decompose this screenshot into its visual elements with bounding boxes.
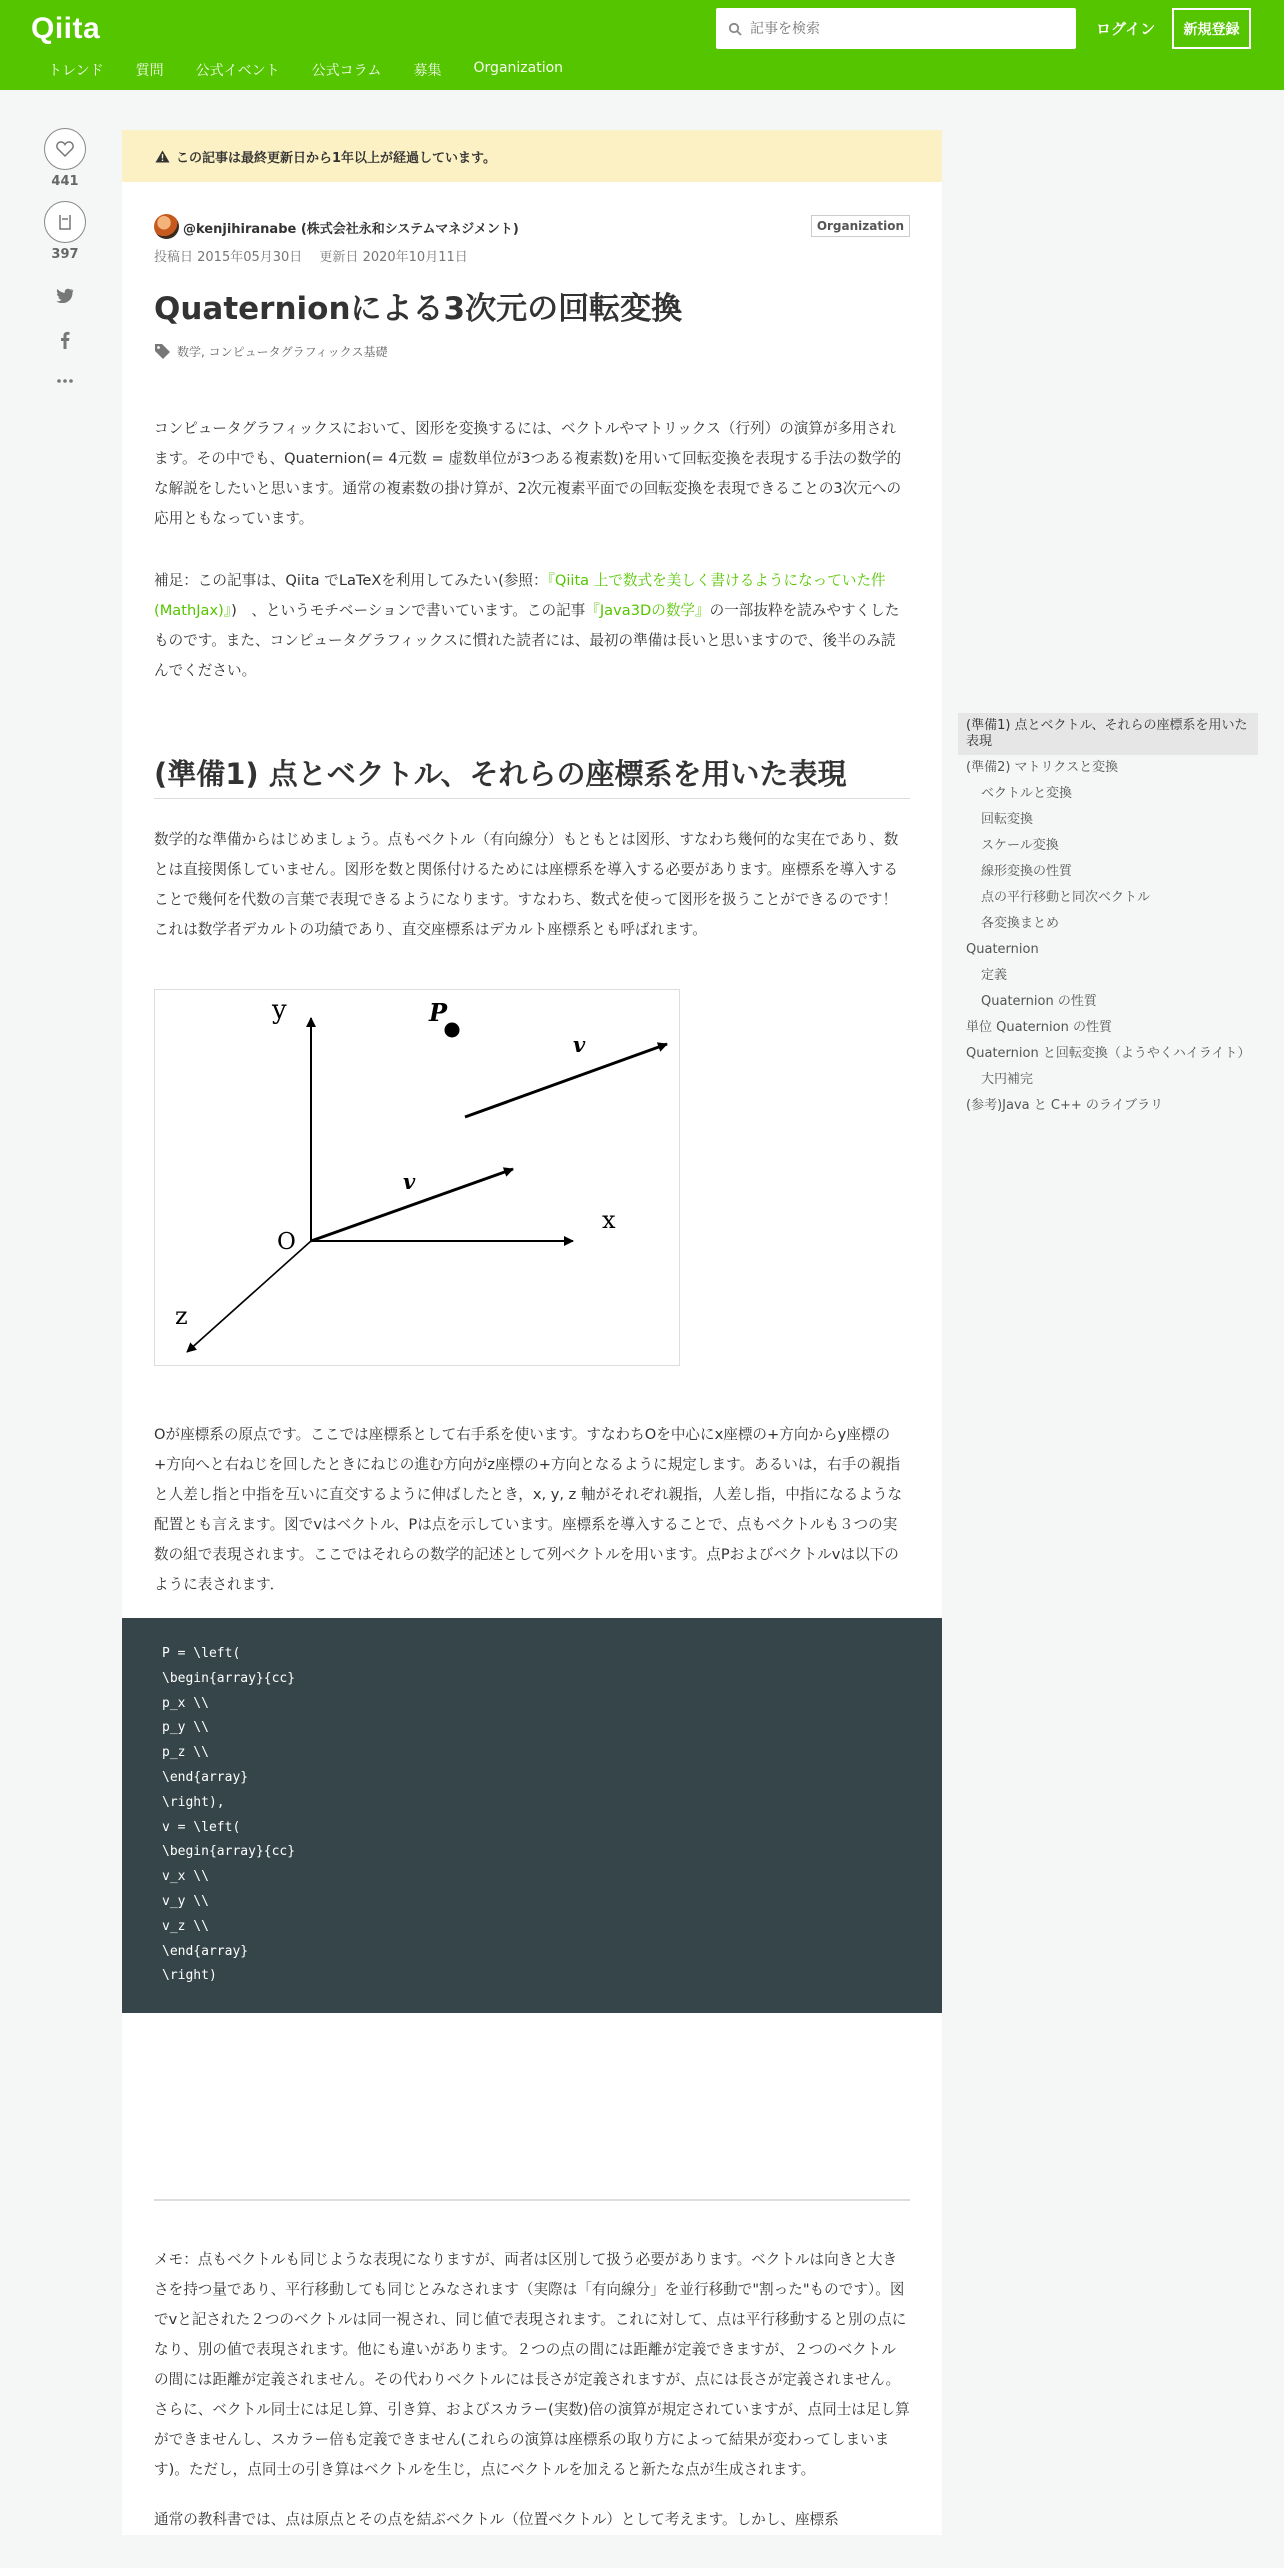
search-icon (728, 22, 742, 36)
tag-list[interactable]: 数学, コンピュータグラフィックス基礎 (177, 345, 388, 359)
paragraph-coordinates: 数学的な準備からはじめましょう。点もベクトル（有向線分）もともとは図形、すなわち幾何的な実在であり、数とは直接関係していません。図形を数と関係付けるためには座標系を導入する必要があります。座標系を導入することで幾何を代数の言葉で表現できるようになります。すなわち、数式を使って図形を扱うことができるのです！これは数学者デカルトの功績であり、直交座標系はデカルト座標系とも呼ばれます。 (154, 831, 899, 938)
label-v-origin: v (403, 1169, 416, 1194)
code-block: P = \left( \begin{array}{cc} p_x \\ p_y \\ p_z \\ \end{array} \right), v = \left( \begin{array}{cc} v_x \\ v_y \\ v_z \\ \end{array} \right) (122, 1618, 942, 2013)
search-box[interactable] (716, 8, 1076, 49)
toc-item[interactable]: 回転変換 (981, 812, 1034, 827)
paragraph-textbook: 通常の教科書では、点は原点とその点を結ぶベクトル（位置ベクトル）として考えます。しかし、座標系 (154, 2511, 839, 2529)
note-text-2: ) 、というモチベーションで書いています。この記事 (231, 602, 586, 619)
paragraph-right-hand: Oが座標系の原点です。ここでは座標系として右手系を使います。すなわちOを中心にx座標の+方向からy座標の+方向へと右ねじを回したときにねじの進む方向がz座標の+方向となるように規定します。あるいは，右手の親指と人差し指と中指を互いに直交するように伸ばしたとき，x, y, z 軸がそれぞれ親指，人差し指，中指になるような配置とも言えます。図でvはベクトル、Pは点を示しています。座標系を導入することで、点もベクトルも３つの実数の組で表現されます。ここではそれらの数学的記述として列ベクトルを用います。点Pおよびベクトルvは以下のように表されます． (154, 1426, 903, 1593)
tag-icon (154, 343, 171, 360)
login-link[interactable]: ログイン (1096, 20, 1156, 38)
like-count: 441 (51, 174, 79, 189)
nav-trend[interactable]: トレンド (48, 63, 104, 79)
note-text-3: の一部抜粋を読みやすくしたものです。また、コンピュータグラフィックスに慣れた読者には、最初の準備は長いと思いますので、後半のみ読んでください。 (154, 602, 900, 679)
nav-columns[interactable]: 公式コラム (311, 63, 382, 79)
java3d-link[interactable]: 『Java3Dの数学』 (585, 602, 710, 619)
more-icon[interactable] (57, 379, 73, 383)
article-tags (154, 343, 910, 360)
article-meta (154, 182, 910, 246)
facebook-icon[interactable] (60, 331, 70, 349)
global-header (0, 0, 1284, 90)
coordinate-figure (154, 989, 680, 1366)
mathjax-link[interactable]: 『Qiita 上で数式を美しく書けるようになっていた件 (MathJax)』 (154, 572, 886, 619)
toc-item[interactable]: Quaternion の性質 (981, 994, 1097, 1009)
paragraph-intro: コンピュータグラフィックスにおいて、図形を変換するには、ベクトルやマトリックス（行列）の演算が多用されます。その中でも、Quaternion(= 4元数 = 虚数単位が3つある複素数)を用いて回転変換を表現する手法の数学的な解説をしたいと思います。通常の複素数の掛け算が、2次元複素平面での回転変換を表現できることの3次元への応用ともなっています。 (154, 420, 902, 527)
toc-item[interactable]: Quaternion と回転変換（ようやくハイライト） (966, 1046, 1251, 1061)
toc-item[interactable]: 各変換まとめ (981, 916, 1060, 931)
label-v-translated: v (573, 1032, 586, 1057)
warning-icon (155, 150, 170, 163)
nav-events[interactable]: 公式イベント (195, 63, 280, 79)
toc-item[interactable]: スケール変換 (981, 838, 1059, 853)
label-p: P (429, 998, 448, 1027)
section-divider (154, 2199, 910, 2201)
author-name[interactable]: @kenjihiranabe (株式会社永和システムマネジメント) (183, 222, 519, 237)
stock-button[interactable] (44, 201, 86, 243)
qiita-logo[interactable]: Qiita (31, 12, 101, 45)
toc-item[interactable]: 点の平行移動と同次ベクトル (981, 890, 1151, 905)
paragraph-note (154, 566, 910, 686)
toc-item[interactable]: (準備2) マトリクスと変換 (966, 760, 1119, 775)
stock-count: 397 (51, 247, 79, 262)
signup-button[interactable]: 新規登録 (1172, 8, 1251, 49)
search-input[interactable] (750, 21, 1050, 37)
paragraph-memo: メモ：点もベクトルも同じような表現になりますが、両者は区別して扱う必要があります。ベクトルは向きと大きさを持つ量であり、平行移動しても同じとみなされます（実際は「有向線分」を並行移動で"割った"ものです）。図でvと記された２つのベクトルは同一視され、同じ値で表現されます。これに対して、点は平行移動すると別の点になり、別の値で表現されます。他にも違いがあります。２つの点の間には距離が定義できますが、２つのベクトルの間には距離が定義されません。その代わりベクトルには長さが定義されますが、点には長さが定義されません。さらに、ベクトル同士には足し算、引き算、およびスカラー(実数)倍の演算が規定されていますが、点同士は足し算ができませんし、スカラー倍も定義できません(これらの演算は座標系の取り方によって結果が変わってしまいます)。ただし，点同士の引き算はベクトルを生じ，点にベクトルを加えると新たな点が生成されます。 (154, 2251, 910, 2479)
label-x: x (602, 1206, 616, 1234)
like-button[interactable] (44, 128, 86, 170)
table-of-contents (958, 713, 1258, 1119)
toc-item[interactable]: 線形変換の性質 (981, 864, 1073, 879)
toc-item[interactable]: 大円補完 (981, 1072, 1034, 1087)
article-dates: 投稿日 2015年05月30日 更新日 2020年10月11日 (154, 250, 468, 265)
note-text-1: 補足：この記事は、Qiita でLaTeXを利用してみたい(参照： (154, 572, 548, 589)
stock-icon (57, 213, 73, 231)
nav-organization[interactable]: Organization (473, 60, 564, 76)
article (122, 130, 942, 2535)
warning-text: この記事は最終更新日から1年以上が経過しています。 (176, 150, 497, 166)
heart-icon (56, 141, 74, 157)
section-heading-1: (準備1) 点とベクトル、それらの座標系を用いた表現 (154, 754, 910, 799)
old-article-warning (122, 130, 942, 182)
nav-recruit[interactable]: 募集 (413, 63, 442, 79)
organization-badge[interactable]: Organization (811, 215, 910, 237)
vector-v-translated (465, 1044, 667, 1117)
toc-item[interactable]: Quaternion (966, 942, 1039, 957)
toc-item[interactable]: ベクトルと変換 (981, 786, 1073, 801)
toc-item[interactable]: (参考)Java と C++ のライブラリ (966, 1098, 1164, 1113)
toc-item[interactable]: (準備1) 点とベクトル、それらの座標系を用いた表現 (958, 713, 1258, 755)
nav-questions[interactable]: 質問 (135, 63, 164, 79)
author-avatar[interactable] (154, 214, 179, 239)
label-origin: O (277, 1229, 296, 1255)
article-title: Quaternionによる3次元の回転変換 (154, 291, 683, 327)
global-nav (48, 60, 595, 80)
twitter-icon[interactable] (56, 288, 74, 303)
label-y: y (272, 995, 287, 1025)
label-z: z (175, 1302, 188, 1330)
z-axis (187, 1241, 311, 1352)
toc-item[interactable]: 定義 (981, 968, 1008, 983)
article-actions (44, 128, 86, 383)
toc-item[interactable]: 単位 Quaternion の性質 (966, 1020, 1112, 1035)
